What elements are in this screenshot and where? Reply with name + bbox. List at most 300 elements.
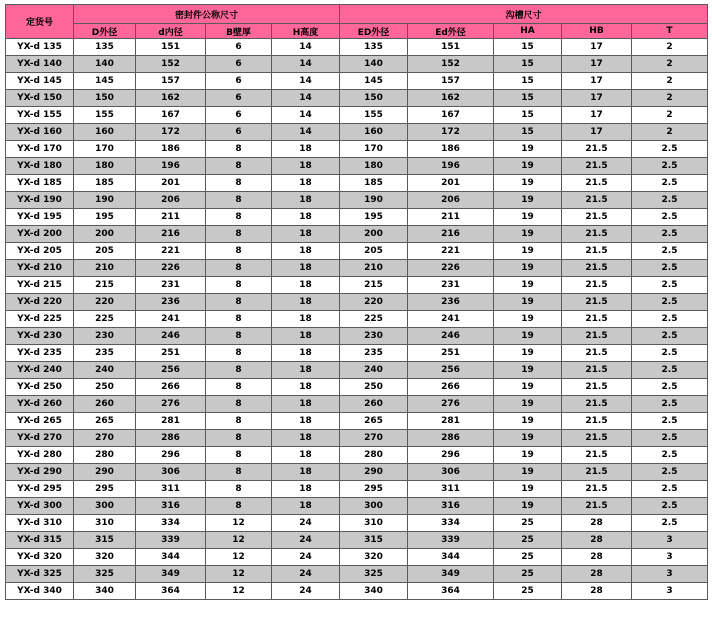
t-cell: 2.5	[632, 277, 708, 294]
order-no-cell: YX-d 260	[6, 396, 74, 413]
wall-thickness-cell: 8	[206, 294, 272, 311]
wall-thickness-cell: 8	[206, 413, 272, 430]
table-row	[6, 549, 708, 566]
groove-outer-diameter-cell: 290	[340, 464, 408, 481]
wall-thickness-cell: 6	[206, 124, 272, 141]
table-row	[6, 243, 708, 260]
hb-cell: 21.5	[562, 175, 632, 192]
groove-d-diameter-cell: 231	[408, 277, 494, 294]
table-row	[6, 192, 708, 209]
outer-diameter-cell: 160	[74, 124, 136, 141]
ha-cell: 19	[494, 430, 562, 447]
groove-outer-diameter-cell: 235	[340, 345, 408, 362]
t-cell: 2.5	[632, 158, 708, 175]
outer-diameter-cell: 290	[74, 464, 136, 481]
hb-cell: 21.5	[562, 379, 632, 396]
height-cell: 24	[272, 532, 340, 549]
col-header-hb: HB	[562, 24, 632, 39]
height-cell: 18	[272, 362, 340, 379]
t-cell: 2.5	[632, 379, 708, 396]
hb-cell: 21.5	[562, 481, 632, 498]
ha-cell: 25	[494, 515, 562, 532]
wall-thickness-cell: 8	[206, 226, 272, 243]
hb-cell: 21.5	[562, 430, 632, 447]
wall-thickness-cell: 8	[206, 430, 272, 447]
height-cell: 14	[272, 107, 340, 124]
height-cell: 18	[272, 345, 340, 362]
table-row	[6, 345, 708, 362]
groove-d-diameter-cell: 246	[408, 328, 494, 345]
t-cell: 2	[632, 39, 708, 56]
table-row	[6, 379, 708, 396]
ha-cell: 19	[494, 396, 562, 413]
outer-diameter-cell: 235	[74, 345, 136, 362]
outer-diameter-cell: 150	[74, 90, 136, 107]
table-row	[6, 532, 708, 549]
ha-cell: 19	[494, 464, 562, 481]
groove-d-diameter-cell: 266	[408, 379, 494, 396]
t-cell: 2.5	[632, 294, 708, 311]
hb-cell: 21.5	[562, 498, 632, 515]
groove-outer-diameter-cell: 265	[340, 413, 408, 430]
height-cell: 18	[272, 175, 340, 192]
wall-thickness-cell: 6	[206, 56, 272, 73]
groove-outer-diameter-cell: 185	[340, 175, 408, 192]
ha-cell: 19	[494, 362, 562, 379]
order-no-cell: YX-d 145	[6, 73, 74, 90]
table-row	[6, 566, 708, 583]
order-no-cell: YX-d 215	[6, 277, 74, 294]
wall-thickness-cell: 8	[206, 498, 272, 515]
height-cell: 24	[272, 583, 340, 600]
col-header-outer-diameter: D外径	[74, 24, 136, 39]
order-no-cell: YX-d 135	[6, 39, 74, 56]
table-row	[6, 124, 708, 141]
order-no-cell: YX-d 340	[6, 583, 74, 600]
outer-diameter-cell: 270	[74, 430, 136, 447]
groove-outer-diameter-cell: 300	[340, 498, 408, 515]
inner-diameter-cell: 167	[136, 107, 206, 124]
ha-cell: 19	[494, 481, 562, 498]
t-cell: 2.5	[632, 175, 708, 192]
hb-cell: 21.5	[562, 396, 632, 413]
order-no-cell: YX-d 300	[6, 498, 74, 515]
ha-cell: 19	[494, 243, 562, 260]
hb-cell: 21.5	[562, 243, 632, 260]
wall-thickness-cell: 6	[206, 107, 272, 124]
hb-cell: 21.5	[562, 226, 632, 243]
table-row	[6, 481, 708, 498]
t-cell: 2.5	[632, 396, 708, 413]
wall-thickness-cell: 12	[206, 549, 272, 566]
groove-outer-diameter-cell: 140	[340, 56, 408, 73]
inner-diameter-cell: 157	[136, 73, 206, 90]
outer-diameter-cell: 340	[74, 583, 136, 600]
wall-thickness-cell: 8	[206, 277, 272, 294]
outer-diameter-cell: 200	[74, 226, 136, 243]
inner-diameter-cell: 221	[136, 243, 206, 260]
t-cell: 2.5	[632, 328, 708, 345]
wall-thickness-cell: 8	[206, 192, 272, 209]
outer-diameter-cell: 220	[74, 294, 136, 311]
t-cell: 2	[632, 107, 708, 124]
groove-d-diameter-cell: 296	[408, 447, 494, 464]
ha-cell: 19	[494, 447, 562, 464]
groove-outer-diameter-cell: 195	[340, 209, 408, 226]
table-row	[6, 328, 708, 345]
table-row	[6, 396, 708, 413]
ha-cell: 19	[494, 328, 562, 345]
header-row-columns	[6, 24, 708, 39]
height-cell: 18	[272, 430, 340, 447]
inner-diameter-cell: 339	[136, 532, 206, 549]
t-cell: 2.5	[632, 209, 708, 226]
outer-diameter-cell: 300	[74, 498, 136, 515]
wall-thickness-cell: 8	[206, 243, 272, 260]
height-cell: 18	[272, 311, 340, 328]
order-no-cell: YX-d 295	[6, 481, 74, 498]
table-row	[6, 447, 708, 464]
groove-d-diameter-cell: 306	[408, 464, 494, 481]
height-cell: 14	[272, 56, 340, 73]
order-no-cell: YX-d 240	[6, 362, 74, 379]
t-cell: 2.5	[632, 413, 708, 430]
order-no-cell: YX-d 235	[6, 345, 74, 362]
order-no-cell: YX-d 270	[6, 430, 74, 447]
height-cell: 24	[272, 549, 340, 566]
t-cell: 2	[632, 124, 708, 141]
outer-diameter-cell: 155	[74, 107, 136, 124]
wall-thickness-cell: 8	[206, 311, 272, 328]
order-no-cell: YX-d 200	[6, 226, 74, 243]
order-no-cell: YX-d 150	[6, 90, 74, 107]
spec-table-container	[5, 4, 708, 600]
t-cell: 3	[632, 583, 708, 600]
groove-d-diameter-cell: 316	[408, 498, 494, 515]
groove-outer-diameter-cell: 135	[340, 39, 408, 56]
groove-d-diameter-cell: 201	[408, 175, 494, 192]
order-no-cell: YX-d 225	[6, 311, 74, 328]
groove-d-diameter-cell: 162	[408, 90, 494, 107]
col-header-inner-diameter: d内径	[136, 24, 206, 39]
order-no-cell: YX-d 160	[6, 124, 74, 141]
hb-cell: 21.5	[562, 158, 632, 175]
inner-diameter-cell: 226	[136, 260, 206, 277]
t-cell: 2.5	[632, 192, 708, 209]
table-row	[6, 158, 708, 175]
groove-outer-diameter-cell: 250	[340, 379, 408, 396]
ha-cell: 19	[494, 294, 562, 311]
ha-cell: 25	[494, 549, 562, 566]
hb-cell: 17	[562, 90, 632, 107]
wall-thickness-cell: 12	[206, 583, 272, 600]
inner-diameter-cell: 364	[136, 583, 206, 600]
order-no-cell: YX-d 290	[6, 464, 74, 481]
wall-thickness-cell: 8	[206, 158, 272, 175]
groove-outer-diameter-cell: 205	[340, 243, 408, 260]
inner-diameter-cell: 172	[136, 124, 206, 141]
hb-cell: 28	[562, 549, 632, 566]
hb-cell: 28	[562, 583, 632, 600]
groove-d-diameter-cell: 152	[408, 56, 494, 73]
order-no-cell: YX-d 310	[6, 515, 74, 532]
table-row	[6, 226, 708, 243]
t-cell: 2.5	[632, 481, 708, 498]
height-cell: 14	[272, 39, 340, 56]
inner-diameter-cell: 344	[136, 549, 206, 566]
groove-outer-diameter-cell: 150	[340, 90, 408, 107]
t-cell: 2.5	[632, 515, 708, 532]
outer-diameter-cell: 325	[74, 566, 136, 583]
table-row	[6, 515, 708, 532]
groove-outer-diameter-cell: 310	[340, 515, 408, 532]
height-cell: 14	[272, 124, 340, 141]
ha-cell: 19	[494, 413, 562, 430]
t-cell: 2.5	[632, 141, 708, 158]
t-cell: 2.5	[632, 464, 708, 481]
groove-outer-diameter-cell: 295	[340, 481, 408, 498]
ha-cell: 19	[494, 311, 562, 328]
table-row	[6, 294, 708, 311]
wall-thickness-cell: 8	[206, 396, 272, 413]
col-header-t: T	[632, 24, 708, 39]
t-cell: 2	[632, 73, 708, 90]
outer-diameter-cell: 310	[74, 515, 136, 532]
wall-thickness-cell: 8	[206, 328, 272, 345]
ha-cell: 19	[494, 498, 562, 515]
hb-cell: 21.5	[562, 447, 632, 464]
wall-thickness-cell: 8	[206, 209, 272, 226]
ha-cell: 19	[494, 345, 562, 362]
ha-cell: 19	[494, 192, 562, 209]
height-cell: 18	[272, 294, 340, 311]
wall-thickness-cell: 8	[206, 379, 272, 396]
inner-diameter-cell: 256	[136, 362, 206, 379]
groove-outer-diameter-cell: 215	[340, 277, 408, 294]
hb-cell: 21.5	[562, 328, 632, 345]
table-row	[6, 175, 708, 192]
height-cell: 18	[272, 413, 340, 430]
outer-diameter-cell: 315	[74, 532, 136, 549]
inner-diameter-cell: 276	[136, 396, 206, 413]
inner-diameter-cell: 246	[136, 328, 206, 345]
order-no-cell: YX-d 280	[6, 447, 74, 464]
order-no-cell: YX-d 190	[6, 192, 74, 209]
hb-cell: 21.5	[562, 294, 632, 311]
hb-cell: 21.5	[562, 277, 632, 294]
hb-cell: 28	[562, 566, 632, 583]
groove-outer-diameter-cell: 180	[340, 158, 408, 175]
t-cell: 3	[632, 566, 708, 583]
groove-d-diameter-cell: 286	[408, 430, 494, 447]
hb-cell: 21.5	[562, 413, 632, 430]
inner-diameter-cell: 334	[136, 515, 206, 532]
ha-cell: 19	[494, 158, 562, 175]
height-cell: 18	[272, 328, 340, 345]
order-no-cell: YX-d 210	[6, 260, 74, 277]
order-no-cell: YX-d 320	[6, 549, 74, 566]
height-cell: 18	[272, 226, 340, 243]
height-cell: 18	[272, 141, 340, 158]
table-row	[6, 277, 708, 294]
groove-outer-diameter-cell: 230	[340, 328, 408, 345]
height-cell: 18	[272, 209, 340, 226]
hb-cell: 17	[562, 73, 632, 90]
outer-diameter-cell: 140	[74, 56, 136, 73]
t-cell: 2	[632, 56, 708, 73]
hb-cell: 21.5	[562, 345, 632, 362]
table-row	[6, 39, 708, 56]
groove-d-diameter-cell: 256	[408, 362, 494, 379]
inner-diameter-cell: 211	[136, 209, 206, 226]
groove-d-diameter-cell: 241	[408, 311, 494, 328]
inner-diameter-cell: 251	[136, 345, 206, 362]
inner-diameter-cell: 152	[136, 56, 206, 73]
height-cell: 18	[272, 243, 340, 260]
outer-diameter-cell: 265	[74, 413, 136, 430]
groove-outer-diameter-cell: 160	[340, 124, 408, 141]
height-cell: 24	[272, 566, 340, 583]
t-cell: 2.5	[632, 260, 708, 277]
t-cell: 3	[632, 549, 708, 566]
groove-d-diameter-cell: 311	[408, 481, 494, 498]
outer-diameter-cell: 195	[74, 209, 136, 226]
groove-outer-diameter-cell: 340	[340, 583, 408, 600]
ha-cell: 15	[494, 90, 562, 107]
inner-diameter-cell: 231	[136, 277, 206, 294]
hb-cell: 17	[562, 39, 632, 56]
order-no-cell: YX-d 155	[6, 107, 74, 124]
outer-diameter-cell: 185	[74, 175, 136, 192]
hb-cell: 21.5	[562, 464, 632, 481]
order-no-cell: YX-d 250	[6, 379, 74, 396]
groove-d-diameter-cell: 211	[408, 209, 494, 226]
inner-diameter-cell: 216	[136, 226, 206, 243]
order-no-cell: YX-d 185	[6, 175, 74, 192]
height-cell: 18	[272, 158, 340, 175]
order-no-cell: YX-d 205	[6, 243, 74, 260]
groove-outer-diameter-cell: 240	[340, 362, 408, 379]
wall-thickness-cell: 6	[206, 90, 272, 107]
order-no-cell: YX-d 195	[6, 209, 74, 226]
outer-diameter-cell: 215	[74, 277, 136, 294]
groove-d-diameter-cell: 281	[408, 413, 494, 430]
height-cell: 18	[272, 498, 340, 515]
table-row	[6, 362, 708, 379]
groove-outer-diameter-cell: 325	[340, 566, 408, 583]
ha-cell: 19	[494, 226, 562, 243]
table-row	[6, 498, 708, 515]
t-cell: 2.5	[632, 243, 708, 260]
table-row	[6, 413, 708, 430]
table-row	[6, 73, 708, 90]
seal-spec-table	[5, 4, 708, 600]
table-row	[6, 56, 708, 73]
wall-thickness-cell: 8	[206, 345, 272, 362]
ha-cell: 15	[494, 107, 562, 124]
outer-diameter-cell: 295	[74, 481, 136, 498]
groove-outer-diameter-cell: 320	[340, 549, 408, 566]
groove-outer-diameter-cell: 225	[340, 311, 408, 328]
order-no-cell: YX-d 220	[6, 294, 74, 311]
ha-cell: 25	[494, 566, 562, 583]
col-header-ha: HA	[494, 24, 562, 39]
hb-cell: 17	[562, 56, 632, 73]
hb-cell: 21.5	[562, 209, 632, 226]
groove-outer-diameter-cell: 155	[340, 107, 408, 124]
inner-diameter-cell: 349	[136, 566, 206, 583]
inner-diameter-cell: 151	[136, 39, 206, 56]
outer-diameter-cell: 225	[74, 311, 136, 328]
groove-d-diameter-cell: 349	[408, 566, 494, 583]
wall-thickness-cell: 12	[206, 532, 272, 549]
inner-diameter-cell: 196	[136, 158, 206, 175]
wall-thickness-cell: 12	[206, 515, 272, 532]
wall-thickness-cell: 8	[206, 175, 272, 192]
order-no-cell: YX-d 230	[6, 328, 74, 345]
outer-diameter-cell: 230	[74, 328, 136, 345]
table-body	[6, 39, 708, 600]
height-cell: 18	[272, 192, 340, 209]
table-row	[6, 90, 708, 107]
inner-diameter-cell: 281	[136, 413, 206, 430]
outer-diameter-cell: 180	[74, 158, 136, 175]
t-cell: 2.5	[632, 447, 708, 464]
groove-outer-diameter-cell: 190	[340, 192, 408, 209]
ha-cell: 15	[494, 73, 562, 90]
outer-diameter-cell: 280	[74, 447, 136, 464]
hb-cell: 17	[562, 124, 632, 141]
groove-d-diameter-cell: 334	[408, 515, 494, 532]
wall-thickness-cell: 8	[206, 447, 272, 464]
groove-d-diameter-cell: 172	[408, 124, 494, 141]
height-cell: 18	[272, 447, 340, 464]
t-cell: 2.5	[632, 226, 708, 243]
ha-cell: 19	[494, 141, 562, 158]
ha-cell: 19	[494, 379, 562, 396]
groove-size-group-header: 沟槽尺寸	[340, 5, 708, 24]
groove-d-diameter-cell: 167	[408, 107, 494, 124]
outer-diameter-cell: 240	[74, 362, 136, 379]
height-cell: 18	[272, 379, 340, 396]
wall-thickness-cell: 8	[206, 141, 272, 158]
col-header-height: H高度	[272, 24, 340, 39]
ha-cell: 25	[494, 583, 562, 600]
ha-cell: 15	[494, 124, 562, 141]
groove-outer-diameter-cell: 145	[340, 73, 408, 90]
outer-diameter-cell: 135	[74, 39, 136, 56]
ha-cell: 19	[494, 277, 562, 294]
outer-diameter-cell: 170	[74, 141, 136, 158]
groove-outer-diameter-cell: 220	[340, 294, 408, 311]
inner-diameter-cell: 311	[136, 481, 206, 498]
groove-outer-diameter-cell: 280	[340, 447, 408, 464]
groove-d-diameter-cell: 236	[408, 294, 494, 311]
inner-diameter-cell: 241	[136, 311, 206, 328]
groove-outer-diameter-cell: 260	[340, 396, 408, 413]
groove-d-diameter-cell: 151	[408, 39, 494, 56]
t-cell: 3	[632, 532, 708, 549]
wall-thickness-cell: 12	[206, 566, 272, 583]
inner-diameter-cell: 266	[136, 379, 206, 396]
wall-thickness-cell: 6	[206, 73, 272, 90]
order-no-header: 定货号	[6, 5, 74, 39]
outer-diameter-cell: 190	[74, 192, 136, 209]
order-no-cell: YX-d 170	[6, 141, 74, 158]
ha-cell: 15	[494, 56, 562, 73]
ha-cell: 25	[494, 532, 562, 549]
col-header-groove-d-diameter: ⴹd外径	[408, 24, 494, 39]
